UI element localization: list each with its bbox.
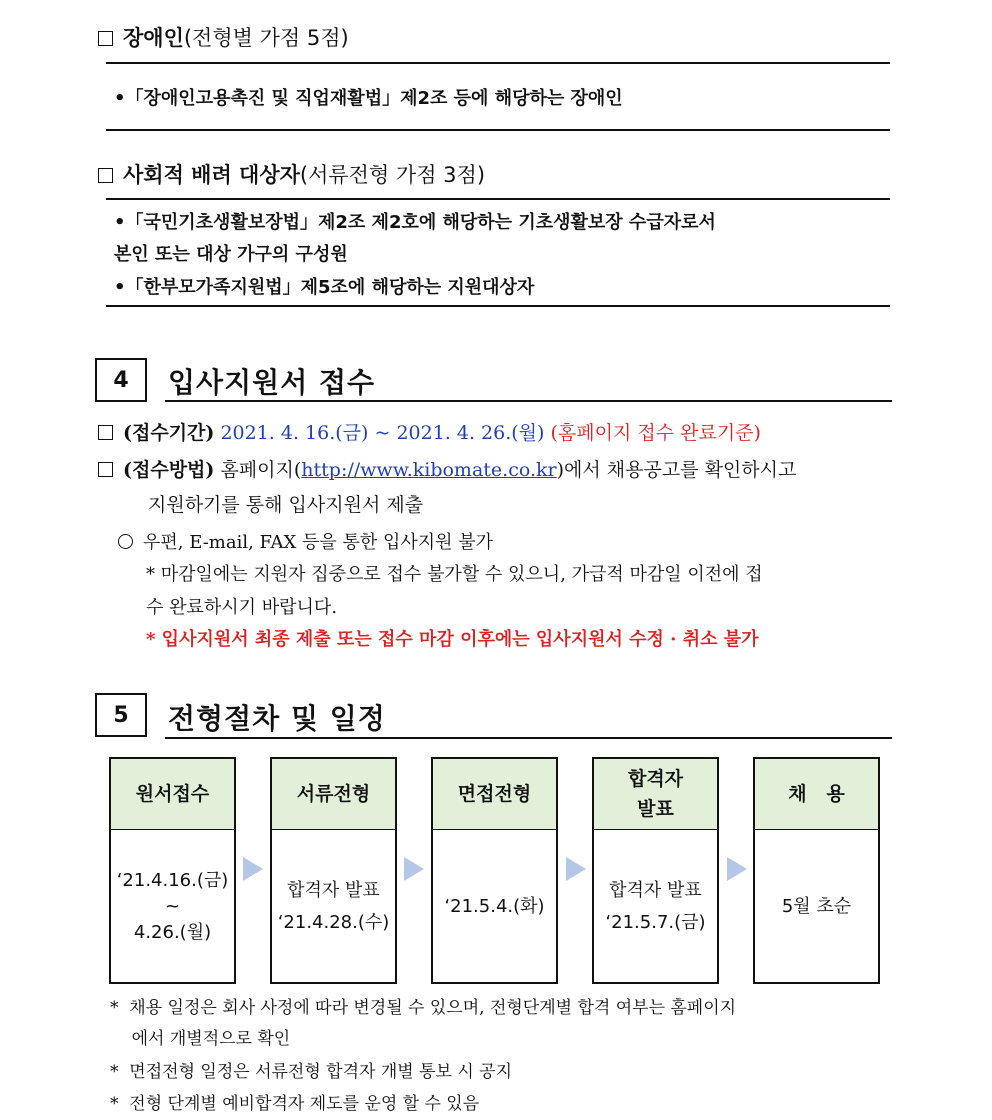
step-line: 5월 초순 <box>781 895 852 917</box>
social-item: 본인 또는 대상 가구의 구성원 <box>114 244 348 265</box>
right-arrow-icon <box>566 857 586 881</box>
period-row <box>98 418 761 445</box>
step-line: 4.26.(월) <box>133 921 212 943</box>
period-label: (접수기간) <box>123 422 215 444</box>
section-title: 입사지원서 접수 <box>168 366 376 399</box>
step-line: ‘21.4.16.(금) <box>116 869 229 891</box>
section-title: 전형절차 및 일정 <box>168 702 386 735</box>
step-body <box>594 830 717 983</box>
method-suffix: )에서 채용공고를 확인하시고 <box>556 459 797 481</box>
section-number: 5 <box>95 693 147 737</box>
section-underline <box>165 400 892 402</box>
disabled-item: •「장애인고용촉진 및 직업재활법」제2조 등에 해당하는 장애인 <box>114 88 623 109</box>
checkbox-square-icon <box>98 462 113 477</box>
social-title: 사회적 배려 대상자 <box>123 163 300 187</box>
step-line: 합격자 발표 <box>287 879 380 901</box>
method-row <box>98 455 796 482</box>
warning-note: * 입사지원서 최종 제출 또는 접수 마감 이후에는 입사지원서 수정 · 취소 불가 <box>146 629 759 650</box>
step-box <box>753 757 880 984</box>
step-head: 채 용 <box>755 759 878 830</box>
step-head: 원서접수 <box>111 759 234 830</box>
note-line: 수 완료하시기 바랍니다. <box>146 597 338 618</box>
circle-item-row <box>118 528 493 554</box>
step-body <box>755 830 878 983</box>
circle-bullet-icon <box>118 534 133 549</box>
step-box <box>109 757 236 984</box>
step-box <box>270 757 397 984</box>
circle-item: 우편, E-mail, FAX 등을 통한 입사지원 불가 <box>143 532 494 553</box>
step-line: ~ <box>164 895 181 917</box>
social-item: •「한부모가족지원법」제5조에 해당하는 지원대상자 <box>114 277 535 298</box>
step-head: 서류전형 <box>272 759 395 830</box>
step-body <box>111 830 234 983</box>
right-arrow-icon <box>243 857 263 881</box>
step-head: 합격자 발표 <box>594 759 717 830</box>
method-prefix: 홈페이지( <box>220 459 302 481</box>
step-body <box>433 830 556 983</box>
social-subtitle: (서류전형 가점 3점) <box>299 163 486 187</box>
disabled-title: 장애인 <box>123 26 184 50</box>
social-heading <box>98 159 485 189</box>
step-box <box>592 757 719 984</box>
disabled-subtitle: (전형별 가점 5점) <box>183 26 349 50</box>
step-head: 면접전형 <box>433 759 556 830</box>
checkbox-square-icon <box>98 168 113 183</box>
step-line: ‘21.5.7.(금) <box>605 911 706 933</box>
checkbox-square-icon <box>98 425 113 440</box>
period-note: (홈페이지 접수 완료기준) <box>550 422 761 444</box>
method-label: (접수방법) <box>123 459 215 481</box>
homepage-link[interactable]: http://www.kibomate.co.kr <box>301 459 557 481</box>
section-underline <box>165 737 892 739</box>
right-arrow-icon <box>404 857 424 881</box>
step-body <box>272 830 395 983</box>
note-line: * 마감일에는 지원자 집중으로 접수 불가할 수 있으니, 가급적 마감일 이전에 접 <box>146 564 763 585</box>
disabled-heading <box>98 22 349 52</box>
step-line: ‘21.5.4.(화) <box>444 895 545 917</box>
schedule-note: * 면접전형 일정은 서류전형 합격자 개별 통보 시 공지 <box>110 1062 512 1082</box>
period-value: 2021. 4. 16.(금) ~ 2021. 4. 26.(월) <box>220 422 545 444</box>
section-number: 4 <box>95 358 147 402</box>
step-line: ‘21.4.28.(수) <box>277 911 390 933</box>
step-line: 합격자 발표 <box>609 879 702 901</box>
schedule-note: 에서 개별적으로 확인 <box>110 1029 291 1049</box>
schedule-note: * 전형 단계별 예비합격자 제도를 운영 할 수 있음 <box>110 1094 480 1114</box>
divider <box>106 198 890 200</box>
right-arrow-icon <box>727 857 747 881</box>
social-item: •「국민기초생활보장법」제2조 제2호에 해당하는 기초생활보장 수급자로서 <box>114 212 716 233</box>
divider <box>106 305 890 307</box>
method-line2: 지원하기를 통해 입사지원서 제출 <box>148 494 424 516</box>
step-box <box>431 757 558 984</box>
checkbox-square-icon <box>98 31 113 46</box>
divider <box>106 62 890 64</box>
divider <box>106 129 890 131</box>
schedule-note: * 채용 일정은 회사 사정에 따라 변경될 수 있으며, 전형단계별 합격 여부는 홈페이지 <box>110 998 737 1018</box>
